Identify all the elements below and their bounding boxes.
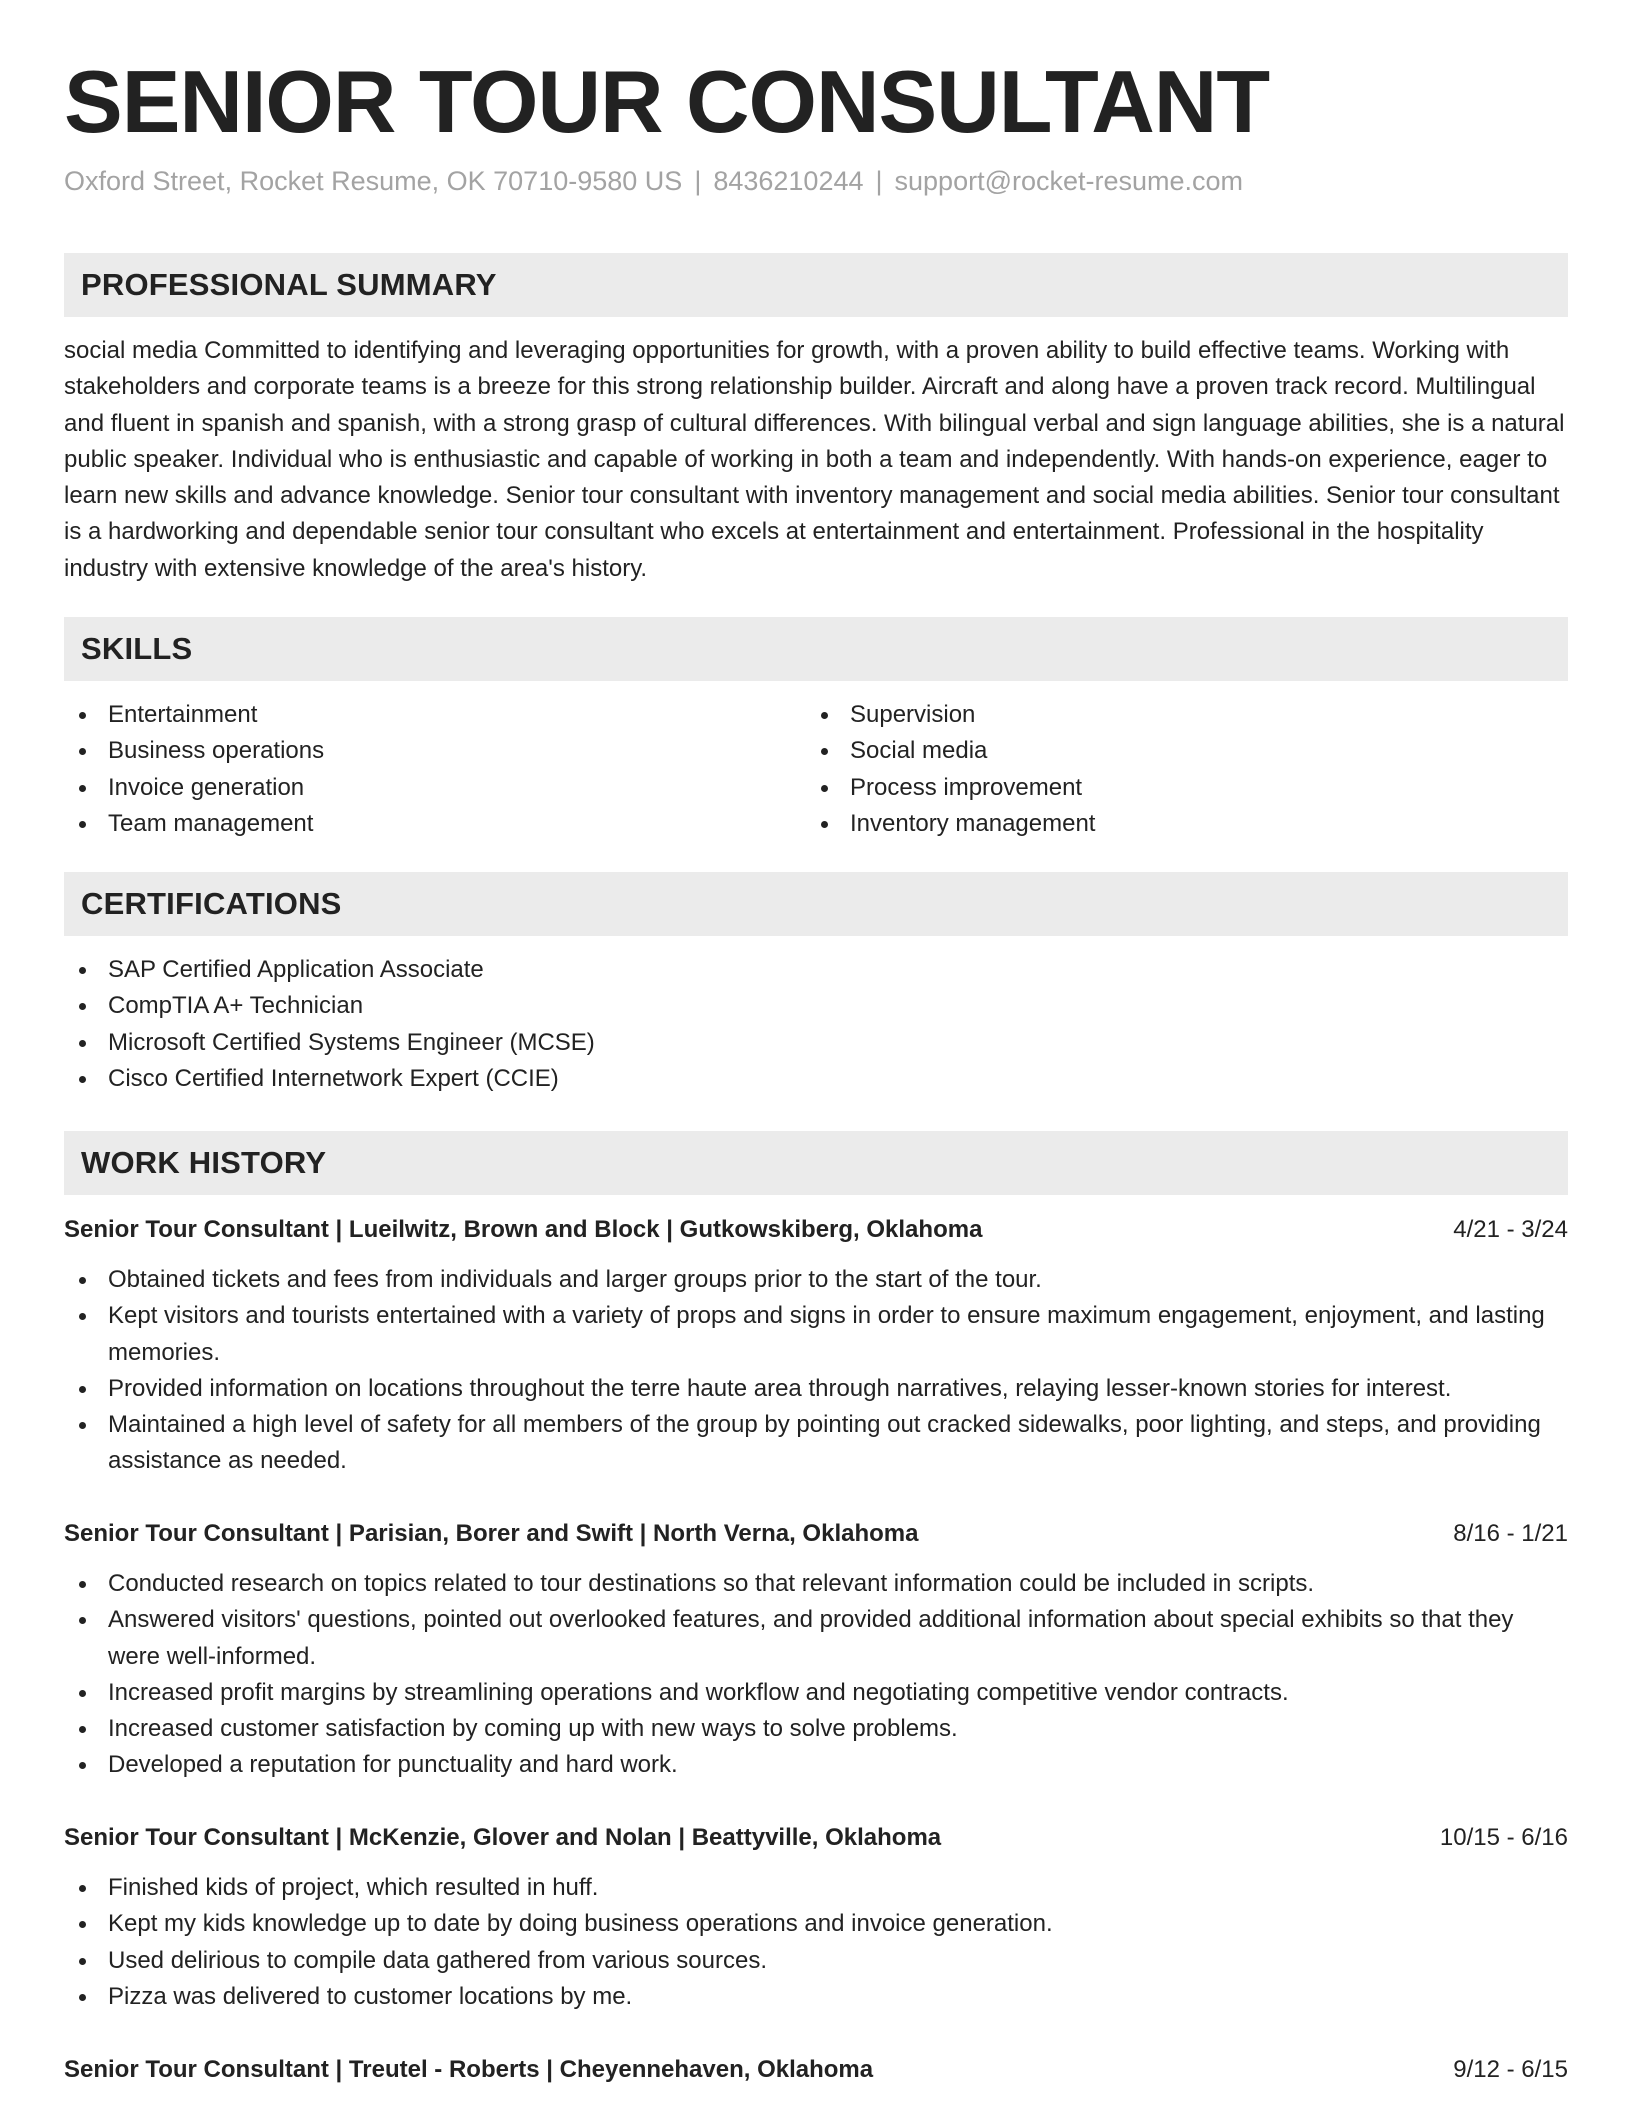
certifications-section — [64, 872, 1568, 1097]
job-header — [64, 2052, 1568, 2088]
job-bullet: Increased profit margins by streamlining operations and workflow and negotiating competitive vendor contracts. — [64, 1675, 1568, 1711]
certifications-list — [64, 952, 1568, 1097]
job-bullet: Developed a reputation for punctuality and hard work. — [64, 1747, 1568, 1783]
job-title: Senior Tour Consultant | Lueilwitz, Brown and Block | Gutkowskiberg, Oklahoma — [64, 1216, 983, 1243]
job-bullet: Kept visitors and tourists entertained with a variety of props and signs in order to ensure maximum engagement, enjoyment, and lasting memories. — [64, 1298, 1568, 1371]
job-bullet: Increased customer satisfaction by coming up with new ways to solve problems. — [64, 1711, 1568, 1747]
job-bullet: Maintained a high level of safety for all members of the group by pointing out cracked sidewalks, poor lighting, and steps, and providing assistance as needed. — [64, 1407, 1568, 1480]
job-bullets — [64, 1870, 1568, 2015]
summary-text: social media Committed to identifying and leveraging opportunities for growth, with a proven ability to build effective teams. Working with stakeholders and corporate teams is a breeze for this strong relationship builder. Aircraft and along have a proven track record. Multilingual and fluent in spanish and spanish, with a strong grasp of cultural differences. With bilingual verbal and sign language abilities, she is a natural public speaker. Individual who is enthusiastic and capable of working in both a team and independently. With hands-on experience, eager to learn new skills and advance knowledge. Senior tour consultant with inventory management and social media abilities. Senior tour consultant is a hardworking and dependable senior tour consultant who excels at entertainment and entertainment. Professional in the hospitality industry with extensive knowledge of the area's history. — [64, 337, 1565, 582]
job-bullet: Pizza was delivered to customer locations by me. — [64, 1979, 1568, 2015]
phone: 8436210244 — [713, 166, 864, 196]
skills-section — [64, 617, 1568, 842]
job-title: Senior Tour Consultant | Parisian, Borer and Swift | North Verna, Oklahoma — [64, 1520, 919, 1547]
job-dates: 4/21 - 3/24 — [1453, 1216, 1568, 1243]
job-bullet: Conducted research on topics related to tour destinations so that relevant information could be included in scripts. — [64, 1566, 1568, 1602]
certification-item: CompTIA A+ Technician — [64, 988, 1568, 1024]
job-entry — [64, 1212, 1568, 1480]
skill-item: Process improvement — [806, 770, 1548, 806]
skill-item: Business operations — [64, 733, 806, 769]
section-heading: SKILLS — [64, 617, 1568, 681]
job-entry — [64, 1820, 1568, 2015]
separator: | — [875, 166, 883, 196]
job-title: Senior Tour Consultant | McKenzie, Glover and Nolan | Beattyville, Oklahoma — [64, 1824, 942, 1851]
skill-item: Supervision — [806, 697, 1548, 733]
job-bullet: Kept my kids knowledge up to date by doing business operations and invoice generation. — [64, 1906, 1568, 1942]
certification-item: Cisco Certified Internetwork Expert (CCIE) — [64, 1061, 1568, 1097]
job-dates: 10/15 - 6/16 — [1439, 1824, 1568, 1851]
job-bullet: Finished kids of project, which resulted in huff. — [64, 1870, 1568, 1906]
skills-list-left — [64, 697, 806, 842]
separator: | — [694, 166, 702, 196]
job-bullet: Answered visitors' questions, pointed out overlooked features, and provided additional information about special exhibits so that they were well-informed. — [64, 1602, 1568, 1675]
job-bullet: Used delirious to compile data gathered from various sources. — [64, 1943, 1568, 1979]
job-dates: 9/12 - 6/15 — [1453, 2056, 1568, 2083]
job-header — [64, 1820, 1568, 1856]
summary-section — [64, 253, 1568, 587]
skill-item: Inventory management — [806, 806, 1548, 842]
skill-item: Entertainment — [64, 697, 806, 733]
skills-columns — [64, 697, 1568, 842]
candidate-name: SENIOR TOUR CONSULTANT — [64, 52, 1270, 151]
job-header — [64, 1212, 1568, 1248]
skill-item: Invoice generation — [64, 770, 806, 806]
skill-item: Social media — [806, 733, 1548, 769]
section-heading: CERTIFICATIONS — [64, 872, 1568, 936]
email-link[interactable]: support@rocket-resume.com — [894, 166, 1244, 196]
certification-item: SAP Certified Application Associate — [64, 952, 1568, 988]
job-dates: 8/16 - 1/21 — [1453, 1520, 1568, 1547]
address: Oxford Street, Rocket Resume, OK 70710-9580 US — [64, 166, 683, 196]
work-history-section — [64, 1131, 1568, 1195]
job-title: Senior Tour Consultant | Treutel - Roberts | Cheyennehaven, Oklahoma — [64, 2056, 874, 2083]
job-entry — [64, 1516, 1568, 1784]
job-bullets — [64, 1262, 1568, 1480]
skill-item: Team management — [64, 806, 806, 842]
job-header — [64, 1516, 1568, 1552]
job-bullet: Provided information on locations throughout the terre haute area through narratives, relaying lesser-known stories for interest. — [64, 1371, 1568, 1407]
certification-item: Microsoft Certified Systems Engineer (MCSE) — [64, 1025, 1568, 1061]
skills-list-right — [806, 697, 1548, 842]
job-bullets — [64, 1566, 1568, 1784]
contact-line — [64, 166, 1243, 197]
job-bullet: Obtained tickets and fees from individuals and larger groups prior to the start of the tour. — [64, 1262, 1568, 1298]
job-entry — [64, 2052, 1568, 2088]
section-heading: PROFESSIONAL SUMMARY — [64, 253, 1568, 317]
section-heading: WORK HISTORY — [64, 1131, 1568, 1195]
